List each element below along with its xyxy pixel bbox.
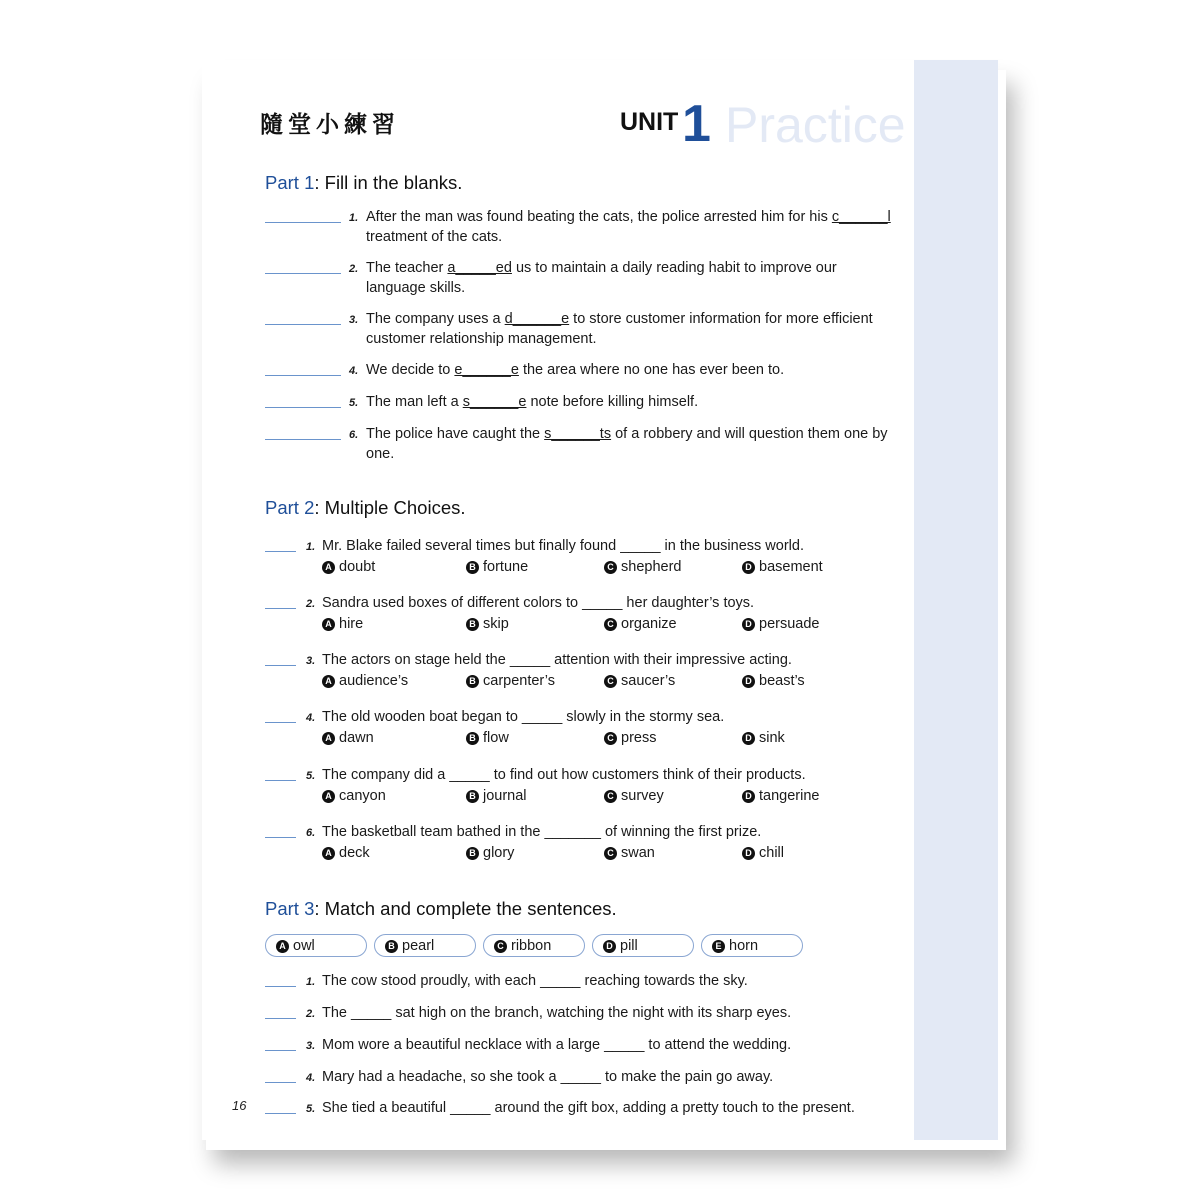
- word-bank-owl[interactable]: [265, 934, 367, 957]
- option-letter-badge: A: [322, 561, 335, 574]
- question-text: Sandra used boxes of different colors to _____ her daughter’s toys.: [322, 595, 755, 611]
- part3-label: Part 3: [265, 898, 315, 919]
- question-text: The cow stood proudly, with each _____ reaching towards the sky.: [322, 973, 748, 989]
- option-text: beast’s: [759, 673, 805, 689]
- side-tint-band: [914, 60, 998, 1140]
- option-text: chill: [759, 845, 784, 861]
- answer-blank[interactable]: [265, 375, 341, 376]
- option-c[interactable]: [604, 729, 656, 749]
- word-letter-badge: C: [494, 940, 507, 953]
- word-text: pill: [620, 938, 638, 954]
- option-b[interactable]: [466, 615, 509, 635]
- text-after-blank: to store customer information for more efficient: [569, 311, 873, 327]
- answer-blank[interactable]: [265, 665, 296, 666]
- part2-label: Part 2: [265, 497, 315, 518]
- part2-title: : Multiple Choices.: [314, 497, 466, 518]
- question-text: [366, 310, 896, 349]
- question-number: 5.: [349, 397, 359, 409]
- answer-blank[interactable]: [265, 551, 296, 552]
- word-letter-badge: E: [712, 940, 725, 953]
- word-text: owl: [293, 938, 315, 954]
- option-text: sink: [759, 730, 785, 746]
- word-text: pearl: [402, 938, 435, 954]
- option-text: glory: [483, 845, 515, 861]
- option-text: flow: [483, 730, 509, 746]
- question-text: The _____ sat high on the branch, watching the night with its sharp eyes.: [322, 1005, 792, 1021]
- answer-blank[interactable]: [265, 837, 296, 838]
- question-number: 6.: [306, 827, 316, 839]
- option-letter-badge: D: [742, 847, 755, 860]
- option-text: persuade: [759, 616, 820, 632]
- question-text: [366, 259, 896, 298]
- option-letter-badge: D: [742, 618, 755, 631]
- question-number: 5.: [306, 1103, 316, 1115]
- option-text: shepherd: [621, 559, 682, 575]
- question-number: 4.: [306, 1072, 316, 1084]
- question-text-continued: language skills.: [366, 279, 466, 296]
- question-text: [366, 393, 896, 413]
- part1-label: Part 1: [265, 172, 315, 193]
- question-text: Mom wore a beautiful necklace with a large _____ to attend the wedding.: [322, 1037, 792, 1053]
- question-number: 1.: [306, 541, 316, 553]
- option-b[interactable]: [466, 672, 555, 692]
- word-bank-horn[interactable]: [701, 934, 803, 957]
- option-text: deck: [339, 845, 370, 861]
- question-text: [366, 425, 896, 464]
- question-text: The basketball team bathed in the _______ of winning the first prize.: [322, 824, 762, 840]
- option-letter-badge: C: [604, 675, 617, 688]
- answer-blank[interactable]: [265, 324, 341, 325]
- question-number: 3.: [306, 1040, 316, 1052]
- answer-blank[interactable]: [265, 608, 296, 609]
- question-number: 6.: [349, 429, 359, 441]
- text-before-blank: The man left a: [366, 394, 463, 410]
- option-b[interactable]: [466, 558, 528, 578]
- option-text: audience’s: [339, 673, 409, 689]
- chinese-title: 隨堂小練習: [260, 112, 400, 138]
- part1-title: : Fill in the blanks.: [314, 172, 463, 193]
- question-number: 2.: [349, 263, 359, 275]
- option-letter-badge: A: [322, 790, 335, 803]
- hint-blank: c______l: [831, 209, 891, 225]
- option-text: canyon: [339, 788, 386, 804]
- answer-blank[interactable]: [265, 273, 341, 274]
- hint-blank: s______ts: [544, 426, 612, 442]
- option-c[interactable]: [604, 558, 681, 578]
- text-after-blank: note before killing himself.: [526, 394, 699, 410]
- option-text: dawn: [339, 730, 374, 746]
- option-text: journal: [483, 788, 527, 804]
- question-text: The actors on stage held the _____ attention with their impressive acting.: [322, 652, 792, 668]
- part2-heading: [265, 497, 466, 519]
- option-text: hire: [339, 616, 364, 632]
- question-text: Mary had a headache, so she took a _____ to make the pain go away.: [322, 1069, 774, 1085]
- option-d[interactable]: [742, 558, 823, 578]
- practice-watermark: Practice: [725, 97, 906, 153]
- question-text-continued: treatment of the cats.: [366, 228, 503, 245]
- option-d[interactable]: [742, 615, 819, 635]
- option-letter-badge: A: [322, 732, 335, 745]
- text-before-blank: The company uses a: [366, 311, 505, 327]
- option-text: carpenter’s: [483, 673, 556, 689]
- word-letter-badge: D: [603, 940, 616, 953]
- question-number: 2.: [306, 1008, 316, 1020]
- option-d[interactable]: [742, 787, 819, 807]
- option-letter-badge: A: [322, 618, 335, 631]
- option-text: survey: [621, 788, 664, 804]
- option-letter-badge: A: [322, 675, 335, 688]
- option-b[interactable]: [466, 729, 509, 749]
- answer-blank[interactable]: [265, 722, 296, 723]
- word-text: horn: [729, 938, 759, 954]
- option-a[interactable]: [322, 672, 408, 692]
- option-letter-badge: B: [466, 675, 479, 688]
- option-text: saucer’s: [621, 673, 676, 689]
- question-number: 2.: [306, 598, 316, 610]
- option-letter-badge: B: [466, 790, 479, 803]
- part3-heading: [265, 898, 617, 920]
- answer-blank[interactable]: [265, 439, 341, 440]
- hint-blank: s______e: [462, 394, 527, 410]
- option-b[interactable]: [466, 787, 527, 807]
- option-text: basement: [759, 559, 823, 575]
- option-text: fortune: [483, 559, 529, 575]
- option-d[interactable]: [742, 672, 805, 692]
- option-a[interactable]: [322, 729, 374, 749]
- option-letter-badge: B: [466, 618, 479, 631]
- page-number: 16: [232, 1098, 247, 1113]
- option-a[interactable]: [322, 787, 386, 807]
- option-text: swan: [621, 845, 655, 861]
- text-before-blank: The police have caught the: [366, 426, 545, 442]
- option-c[interactable]: [604, 615, 677, 635]
- option-text: doubt: [339, 559, 376, 575]
- option-letter-badge: C: [604, 847, 617, 860]
- answer-blank[interactable]: [265, 780, 296, 781]
- part3-title: : Match and complete the sentences.: [314, 898, 617, 919]
- option-letter-badge: A: [322, 847, 335, 860]
- text-after-blank: of a robbery and will question them one by: [611, 426, 888, 442]
- option-a[interactable]: [322, 615, 363, 635]
- option-d[interactable]: [742, 844, 784, 864]
- answer-blank[interactable]: [265, 986, 296, 987]
- question-text: She tied a beautiful _____ around the gift box, adding a pretty touch to the present.: [322, 1100, 855, 1116]
- question-number: 3.: [349, 314, 359, 326]
- text-after-blank: the area where no one has ever been to.: [518, 362, 785, 378]
- hint-blank: a_____ed: [447, 260, 512, 276]
- option-d[interactable]: [742, 729, 785, 749]
- question-text: Mr. Blake failed several times but finally found _____ in the business world.: [322, 538, 804, 554]
- answer-blank[interactable]: [265, 1050, 296, 1051]
- text-before-blank: We decide to: [366, 362, 455, 378]
- option-c[interactable]: [604, 672, 675, 692]
- option-text: skip: [483, 616, 509, 632]
- option-letter-badge: C: [604, 618, 617, 631]
- text-after-blank: us to maintain a daily reading habit to improve our: [511, 260, 837, 276]
- question-number: 4.: [306, 712, 316, 724]
- worksheet-page: [202, 60, 998, 1140]
- option-letter-badge: B: [466, 732, 479, 745]
- option-c[interactable]: [604, 844, 655, 864]
- answer-blank[interactable]: [265, 407, 341, 408]
- word-letter-badge: B: [385, 940, 398, 953]
- option-a[interactable]: [322, 844, 370, 864]
- question-number: 1.: [306, 976, 316, 988]
- unit-number: 1: [682, 95, 711, 153]
- unit-label: UNIT: [620, 108, 679, 136]
- question-number: 4.: [349, 365, 359, 377]
- option-b[interactable]: [466, 844, 514, 864]
- question-text-continued: customer relationship management.: [366, 330, 597, 347]
- option-text: press: [621, 730, 657, 746]
- option-letter-badge: D: [742, 732, 755, 745]
- option-letter-badge: B: [466, 561, 479, 574]
- option-letter-badge: D: [742, 790, 755, 803]
- text-before-blank: The teacher: [366, 260, 448, 276]
- answer-blank[interactable]: [265, 1082, 296, 1083]
- option-letter-badge: C: [604, 790, 617, 803]
- option-c[interactable]: [604, 787, 664, 807]
- question-text-continued: one.: [366, 445, 395, 462]
- option-letter-badge: C: [604, 732, 617, 745]
- question-text: [366, 361, 896, 381]
- word-bank-pearl[interactable]: [374, 934, 476, 957]
- hint-blank: e______e: [454, 362, 519, 378]
- question-text: The old wooden boat began to _____ slowly in the stormy sea.: [322, 709, 725, 725]
- word-letter-badge: A: [276, 940, 289, 953]
- option-letter-badge: B: [466, 847, 479, 860]
- hint-blank: d______e: [504, 311, 570, 327]
- question-number: 5.: [306, 770, 316, 782]
- word-bank-ribbon[interactable]: [483, 934, 585, 957]
- option-text: tangerine: [759, 788, 820, 804]
- answer-blank[interactable]: [265, 1018, 296, 1019]
- word-bank-pill[interactable]: [592, 934, 694, 957]
- question-number: 1.: [349, 212, 359, 224]
- question-number: 3.: [306, 655, 316, 667]
- answer-blank[interactable]: [265, 222, 341, 223]
- word-text: ribbon: [511, 938, 552, 954]
- text-before-blank: After the man was found beating the cats, the police arrested him for his: [366, 209, 832, 225]
- question-text: The company did a _____ to find out how customers think of their products.: [322, 767, 806, 783]
- question-text: [366, 208, 896, 247]
- option-letter-badge: D: [742, 675, 755, 688]
- part1-heading: [265, 172, 462, 194]
- option-text: organize: [621, 616, 677, 632]
- option-letter-badge: C: [604, 561, 617, 574]
- option-a[interactable]: [322, 558, 375, 578]
- answer-blank[interactable]: [265, 1113, 296, 1114]
- option-letter-badge: D: [742, 561, 755, 574]
